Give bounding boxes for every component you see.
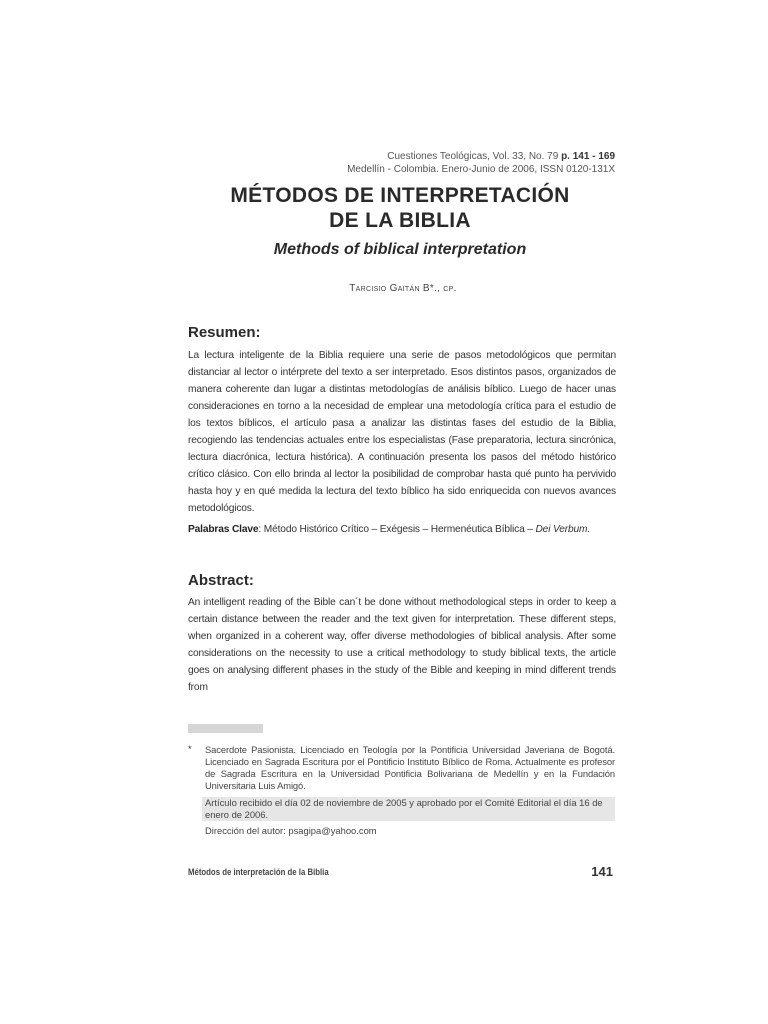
keywords-text: : Método Histórico Crítico – Exégesis – Hermenéutica Bíblica – [258, 524, 536, 535]
abstract-heading: Abstract: [188, 572, 254, 589]
article-author: Tarcisio Gaitán B*., cp. [349, 283, 457, 294]
citation-line-1 [347, 150, 615, 163]
keywords-label: Palabras Clave [188, 524, 259, 535]
keywords [188, 524, 618, 535]
footnote-author-bio: Sacerdote Pasionista. Licenciado en Teología por la Pontificia Universidad Javeriana de Bogotá. Licenciado en Sagrada Escritura por el Pontificio Instituto Bíblico de Roma. Actualmente es profesor de Sagrada Escritura en la Universidad Pontificia Bolivariana de Medellín y en la Fundación Universitaria Luis Amigó. [205, 744, 615, 791]
footnote-mark: * [188, 744, 192, 754]
article-subtitle: Methods of biblical interpretation [273, 241, 527, 258]
journal-citation [347, 150, 615, 176]
resumen-heading: Resumen: [188, 324, 261, 341]
citation-line-2: Medellín - Colombia. Enero-Junio de 2006, ISSN 0120-131X [347, 164, 615, 175]
footnote-separator [188, 724, 263, 733]
page-number: 141 [591, 864, 613, 879]
title-line-2: DE LA BIBLIA [329, 209, 471, 232]
title-line-1: MÉTODOS DE INTERPRETACIÓN [230, 184, 570, 207]
article-title [0, 183, 768, 233]
footnote-received-dates: Artículo recibido el día 02 de noviembre de 2005 y aprobado por el Comité Editorial el día 16 de enero de 2006. [202, 797, 615, 821]
running-title: Métodos de interpretación de la Biblia [188, 867, 329, 878]
citation-pages: p. 141 - 169 [561, 151, 615, 162]
citation-journal: Cuestiones Teológicas, Vol. 33, No. 79 [387, 151, 559, 162]
footnote-author-email: Dirección del autor: psagipa@yahoo.com [205, 825, 377, 836]
abstract-text: An intelligent reading of the Bible can´t be done without methodological steps in order to keep a certain distance between the reader and the text given for interpretation. These different steps, when organized in a coherent way, offer diverse methodologies of biblical analysis. After some considerations on the necessity to use a critical methodology to study biblical texts, the article goes on analysing different phases in the study of the Bible and keeping in mind different trends from [188, 597, 616, 693]
resumen-text: La lectura inteligente de la Biblia requiere una serie de pasos metodológicos que permitan distanciar al lector o intérprete del texto a ser interpretado. Esos distintos pasos, organizados de manera coherente dan lugar a distintas metodologías de análisis bíblico. Luego de hacer unas consideraciones en torno a la necesidad de emplear una metodología crítica para el estudio de los textos bíblicos, el artículo pasa a analizar las distintas fases del estudio de la Biblia, recogiendo las tendencias actuales entre los especialistas (Fase preparatoria, lectura sincrónica, lectura diacrónica, lectura histórica). A continuación presenta los pasos del método histórico crítico clásico. Con ello brinda al lector la posibilidad de comprobar hasta qué punto ha pervivido hasta hoy y en qué medida la lectura del texto bíblico ha sido enriquecida con nuevos avances metodológicos. [188, 350, 616, 514]
keywords-dei-verbum: Dei Verbum. [535, 524, 591, 535]
